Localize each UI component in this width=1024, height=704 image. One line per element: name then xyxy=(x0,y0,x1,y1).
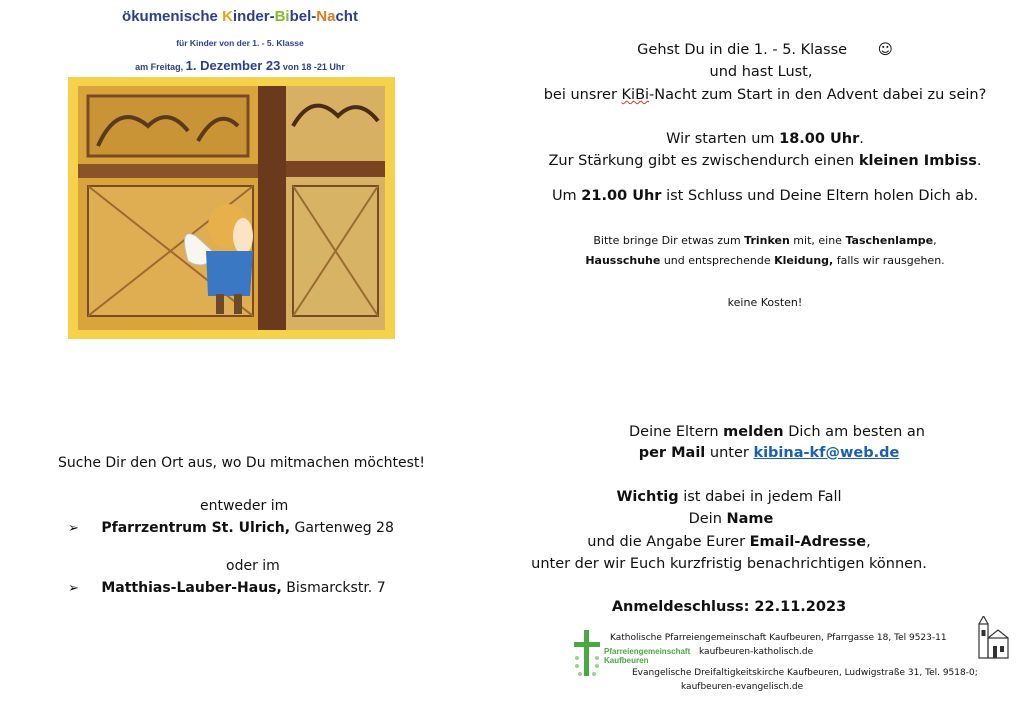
flyer-title: ökumenische Kinder-Bibel-Nacht xyxy=(122,8,358,25)
email-address-line: und die Angabe Eurer Email-Adresse, xyxy=(587,534,871,550)
snack-line: Zur Stärkung gibt es zwischendurch einen kleinen Imbiss. xyxy=(548,153,982,169)
angel-door-illustration xyxy=(78,86,385,330)
deadline-line: Anmeldeschluss: 22.11.2023 xyxy=(611,599,847,615)
intro-line-1: Gehst Du in die 1. - 5. Klasse ☺ xyxy=(637,42,893,58)
arrow-bullet-icon: ➢ xyxy=(68,581,79,596)
email-link[interactable]: kibina-kf@web.de xyxy=(753,445,900,461)
intro-line-2: und hast Lust, xyxy=(709,64,813,80)
notify-line: unter der wir Euch kurzfristig benachrichtigen können. xyxy=(531,556,927,572)
location-heading: Suche Dir den Ort aus, wo Du mitmachen möchtest! xyxy=(58,455,426,471)
evangelical-address: Evangelische Dreifaltigkeitskirche Kaufbeuren, Ludwigstraße 31, Tel. 9518-0; xyxy=(632,668,978,678)
or-label: oder im xyxy=(226,558,280,574)
location-item-2: ➢ Matthias-Lauber-Haus, Bismarckstr. 7 xyxy=(68,580,386,596)
register-mail-line: per Mail unter kibina-kf@web.de xyxy=(638,445,900,461)
flyer-date: am Freitag, 1. Dezember 23 von 18 -21 Uhr xyxy=(135,58,345,73)
end-time-line: Um 21.00 Uhr ist Schluss und Deine Eltern holen Dich ab. xyxy=(551,188,979,204)
either-label: entweder im xyxy=(200,498,289,514)
flyer-subtitle: für Kinder von der 1. - 5. Klasse xyxy=(176,38,304,48)
name-line: Dein Name xyxy=(688,511,774,527)
illustration-frame xyxy=(68,77,395,339)
important-line: Wichtig ist dabei in jedem Fall xyxy=(616,489,842,505)
bring-items-text: Bitte bringe Dir etwas zum Trinken mit, eine Taschenlampe, Hausschuhe und entsprechende Kleidung, falls wir rausgehen. xyxy=(585,234,945,267)
evangelical-website: kaufbeuren-evangelisch.de xyxy=(681,682,804,692)
intro-line-3: bei unsrer KiBi-Nacht zum Start in den Advent dabei zu sein? xyxy=(543,87,987,103)
costs-note: keine Kosten! xyxy=(727,296,803,309)
location-item-1: ➢ Pfarrzentrum St. Ulrich, Gartenweg 28 xyxy=(68,520,394,536)
catholic-address: Katholische Pfarreiengemeinschaft Kaufbeuren, Pfarrgasse 18, Tel 9523-11 xyxy=(610,633,947,643)
cross-logo-icon xyxy=(572,630,602,678)
arrow-bullet-icon: ➢ xyxy=(68,521,79,536)
logo-caption: Pfarreiengemeinschaft Kaufbeuren xyxy=(604,647,691,665)
register-line-1: Deine Eltern melden Dich am besten an xyxy=(629,424,925,440)
smiley-icon: ☺ xyxy=(877,42,893,58)
catholic-website: kaufbeuren-katholisch.de xyxy=(699,647,814,657)
church-icon xyxy=(975,616,1011,660)
start-time-line: Wir starten um 18.00 Uhr. xyxy=(666,131,864,147)
